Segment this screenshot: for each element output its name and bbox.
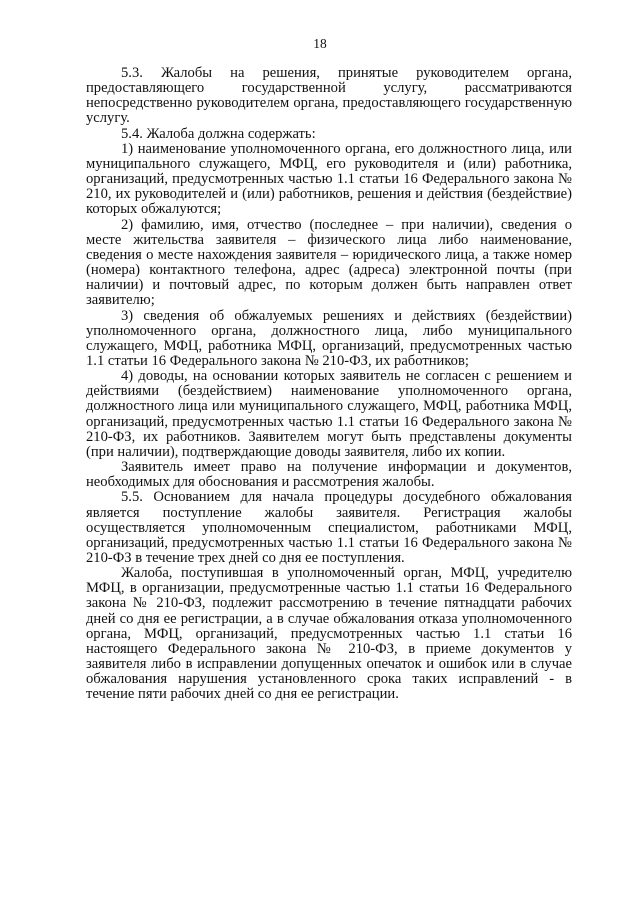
- page-number: 18: [313, 36, 327, 51]
- paragraph-item-4: 4) доводы, на основании которых заявитель не согласен с решением и действиями (бездействием) наименование уполномоченного органа, должностного лица или муниципального служащего, МФЦ, работника МФЦ, организаций, предусмотренных частью 1.1 статьи 16 Федерального закона № 210-ФЗ, их работников. Заявителем могут быть представлены документы (при наличии), подтверждающие доводы заявителя, либо их копии.: [86, 368, 572, 460]
- paragraph-item-3: 3) сведения об обжалуемых решениях и действиях (бездействии) уполномоченного органа, должностного лица, либо муниципального служащего, МФЦ, работника МФЦ, организаций, предусмотренных частью 1.1 статьи 16 Федерального закона № 210-ФЗ, их работников;: [86, 307, 572, 369]
- paragraph-item-1: 1) наименование уполномоченного органа, его должностного лица, или муниципального служащего, МФЦ, его руководителя и (или) работника, организаций, предусмотренных частью 1.1 статьи 16 Федерального закона № 210, их руководителей и (или) работников, решения и действия (бездействие) которых обжалуются;: [86, 140, 572, 218]
- paragraph-5-4: 5.4. Жалоба должна содержать:: [121, 125, 316, 142]
- paragraph-applicant-right: Заявитель имеет право на получение информации и документов, необходимых для обоснования и рассмотрения жалобы.: [86, 459, 572, 491]
- paragraph-item-2: 2) фамилию, имя, отчество (последнее – при наличии), сведения о месте жительства заявителя – физического лица либо наименование, сведения о месте нахождения заявителя – юридического лица, а также номер (номера) контактного телефона, адрес (адреса) электронной почты (при наличии) и почтовый адрес, по которым должен быть направлен ответ заявителю;: [86, 216, 572, 309]
- document-body: [86, 66, 572, 703]
- paragraph-5-5: 5.5. Основанием для начала процедуры досудебного обжалования является поступление жалобы заявителя. Регистрация жалобы осуществляется уполномоченным специалистом, работниками МФЦ, организаций, предусмотренных частью 1.1 статьи 16 Федерального закона № 210-ФЗ в течение трех дней со дня ее поступления.: [86, 489, 572, 566]
- paragraph-review-period: Жалоба, поступившая в уполномоченный орган, МФЦ, учредителю МФЦ, в организации, предусмотренные частью 1.1 статьи 16 Федерального закона № 210-ФЗ, подлежит рассмотрению в течение пятнадцати рабочих дней со дня ее регистрации, а в случае обжалования отказа уполномоченного органа, МФЦ, организаций, предусмотренных частью 1.1 статьи 16 настоящего Федерального закона № 210-ФЗ, в приеме документов у заявителя либо в исправлении допущенных опечаток и ошибок или в случае обжалования нарушения установленного срока таких исправлений - в течение пяти рабочих дней со дня ее регистрации.: [86, 565, 572, 703]
- paragraph-5-3: 5.3. Жалобы на решения, принятые руководителем органа, предоставляющего государственной услугу, рассматриваются непосредственно руководителем органа, предоставляющего государственную услугу.: [86, 65, 572, 127]
